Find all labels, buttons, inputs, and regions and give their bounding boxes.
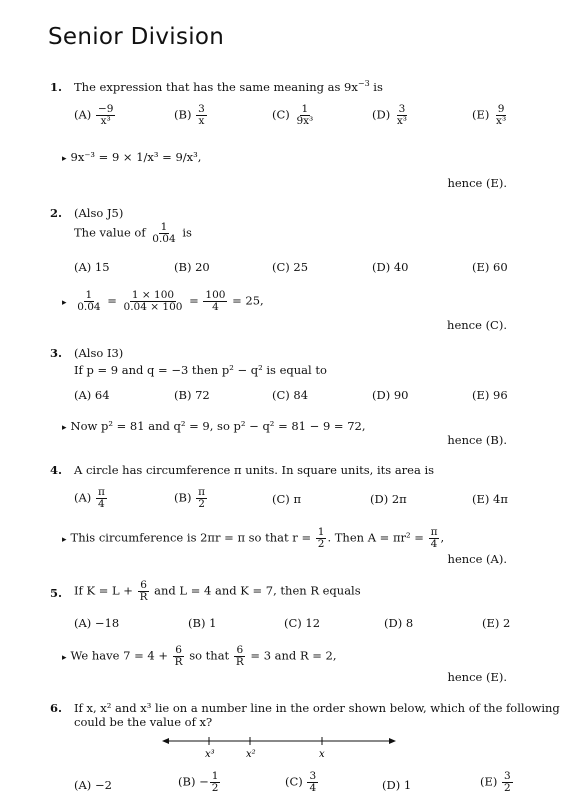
question-4-text: A circle has circumference π units. In square units, its area is <box>74 463 435 477</box>
q2-option-d: (D) 40 <box>372 260 409 274</box>
question-3-also: (Also I3) <box>74 346 124 360</box>
q5-solution: ▸ We have 7 = 4 + $\frac{6}{R}$ so that $\frac{6}{R}$ = 3 and R = 2, <box>62 644 337 669</box>
label-x-squared: x² <box>246 749 256 760</box>
q5-option-d: (D) 8 <box>384 616 414 630</box>
q5-option-e: (E) 2 <box>482 616 511 630</box>
question-2-text: The value of $\frac{1}{0.04}$ is <box>74 221 192 246</box>
q2-option-b: (B) 20 <box>174 260 210 274</box>
q5-option-c: (C) 12 <box>284 616 321 630</box>
q4-option-b: (B) $\frac{\pi}{2}$ <box>174 486 205 511</box>
q5-option-a: (A) −18 <box>74 616 120 630</box>
label-x-cubed: x³ <box>205 749 215 760</box>
q3-answer: hence (B). <box>447 433 507 447</box>
question-5-text: If K = L + $\frac{6}{R}$ and L = 4 and K = 7, then R equals <box>74 579 361 604</box>
left-arrow-icon <box>162 738 169 744</box>
q1-option-c: (C) $\frac{1}{\text{9x³}}$ <box>272 103 314 128</box>
question-6-text-line-1: If x, x² and x³ lie on a number line in the order shown below, which of the following <box>74 701 560 715</box>
q4-option-e: (E) 4π <box>472 492 508 506</box>
q6-option-d: (D) 1 <box>382 778 412 792</box>
q2-option-e: (E) 60 <box>472 260 508 274</box>
q4-option-d: (D) 2π <box>370 492 407 506</box>
q2-option-c: (C) 25 <box>272 260 309 274</box>
page-title: Senior Division <box>48 24 225 50</box>
question-2-also: (Also J5) <box>74 206 124 220</box>
label-x: x <box>319 749 325 760</box>
number-line <box>160 732 400 762</box>
q3-option-a: (A) 64 <box>74 388 110 402</box>
question-1-number: 1. <box>50 80 63 94</box>
q4-answer: hence (A). <box>447 552 507 566</box>
q1-option-b: (B) $\frac{3}{x}$ <box>174 103 205 128</box>
q3-option-c: (C) 84 <box>272 388 309 402</box>
q6-option-c: (C) $\frac{3}{4}$ <box>285 770 317 795</box>
question-6-text-line-2: could be the value of x? <box>74 715 213 729</box>
question-3-text: If p = 9 and q = −3 then p² − q² is equal to <box>74 363 327 377</box>
q5-option-b: (B) 1 <box>188 616 217 630</box>
question-1-text: The expression that has the same meaning as $9x^{-3}$ is <box>74 79 383 94</box>
q5-answer: hence (E). <box>447 670 507 684</box>
question-2-number: 2. <box>50 206 63 220</box>
question-3-number: 3. <box>50 346 63 360</box>
q1-answer: hence (E). <box>447 176 507 190</box>
q2-answer: hence (C). <box>447 318 507 332</box>
q3-option-e: (E) 96 <box>472 388 508 402</box>
right-arrow-icon <box>389 738 396 744</box>
q3-solution: ▸ Now p² = 81 and q² = 9, so p² − q² = 81 − 9 = 72, <box>62 419 366 433</box>
q1-option-a: (A) $\frac{-9}{\text{x³}}$ <box>74 103 114 128</box>
q1-solution: ▸ 9x⁻³ = 9 × 1/x³ = 9/x³, <box>62 150 202 164</box>
q4-solution: ▸ This circumference is 2πr = π so that r = $\frac{1}{2}$ . Then A = πr² = $\frac{\pi}{4}$ , <box>62 526 445 551</box>
q4-option-a: (A) $\frac{\pi}{4}$ <box>74 486 105 511</box>
q1-option-e: (E) $\frac{9}{\text{x³}}$ <box>472 103 507 128</box>
q6-option-b: (B) − $\frac{1}{2}$ <box>178 770 219 795</box>
q6-option-a: (A) −2 <box>74 778 112 792</box>
question-4-number: 4. <box>50 463 63 477</box>
q3-option-d: (D) 90 <box>372 388 409 402</box>
q1-option-d: (D) $\frac{3}{\text{x³}}$ <box>372 103 407 128</box>
q2-option-a: (A) 15 <box>74 260 110 274</box>
question-5-number: 5. <box>50 586 63 600</box>
q3-option-b: (B) 72 <box>174 388 210 402</box>
q4-option-c: (C) π <box>272 492 301 506</box>
question-6-number: 6. <box>50 701 63 715</box>
q6-option-e: (E) $\frac{3}{2}$ <box>480 770 511 795</box>
q2-solution: ▸ $\frac{1}{0.04}$ = $\frac{1 \times 100}{0.04 \times 100}$ = $\frac{100}{4}$ = 25, <box>62 289 264 314</box>
